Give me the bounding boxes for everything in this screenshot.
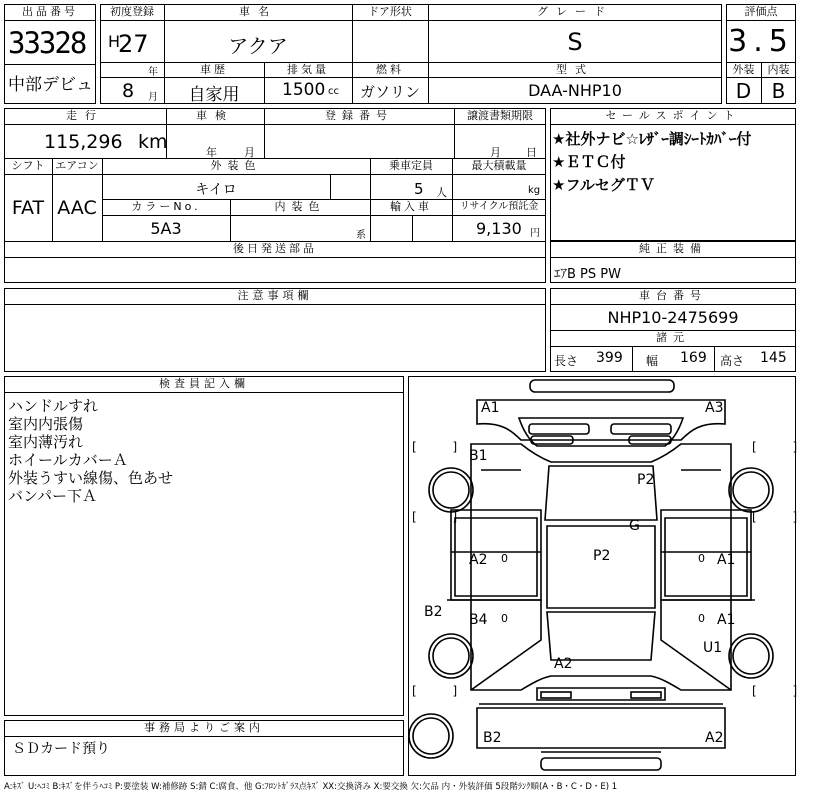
region-label: 中部デビュ bbox=[8, 75, 93, 95]
inspection-month-unit: 月 bbox=[244, 146, 255, 159]
office-message: ＳＤカード預り bbox=[12, 741, 110, 757]
exterior-value: キイロ bbox=[195, 182, 237, 198]
zero-left-upper: 0 bbox=[501, 552, 508, 565]
bracket-right-mid: [ ] bbox=[752, 510, 813, 524]
fuel-label: 燃料 bbox=[376, 63, 404, 76]
reg-month: 8 bbox=[122, 80, 135, 102]
mark-u1: U1 bbox=[703, 640, 723, 656]
mark-g: G bbox=[629, 518, 640, 534]
length-label: 長さ bbox=[554, 354, 579, 368]
mark-a3-front-right: A3 bbox=[705, 400, 724, 416]
shift-label: シフト bbox=[11, 159, 45, 172]
mark-b4: B4 bbox=[469, 612, 488, 628]
interior-label: 内装色 bbox=[274, 200, 326, 213]
bracket-right-top: [ ] bbox=[752, 440, 813, 454]
exterior-label: 外装色 bbox=[210, 159, 262, 172]
sales-title: セールスポイント bbox=[605, 109, 741, 122]
equipment-value: ｴｱB PS PW bbox=[554, 267, 621, 282]
lot-label: 出品番号 bbox=[22, 5, 78, 18]
lot-number: 33328 bbox=[8, 26, 86, 60]
capacity-unit: 人 bbox=[436, 186, 447, 199]
ac-label: エアコン bbox=[55, 159, 99, 172]
office-title: 事務局よりご案内 bbox=[144, 721, 264, 734]
import-label: 輸入車 bbox=[390, 200, 432, 213]
sales-point-3: ★フルセグＴＶ bbox=[552, 176, 655, 194]
inspector-line-6: バンパー下Ａ bbox=[8, 487, 97, 505]
width-label: 幅 bbox=[646, 354, 659, 368]
legend-text: A:ｷｽﾞ U:ﾍｺﾐ B:ｷｽﾞを伴うﾍｺﾐ P:要塗装 W:補修跡 S:錆 C:腐食、他 G:ﾌﾛﾝﾄｶﾞﾗｽ点ｷｽﾞ XX:交換済み X:要交換 欠:欠品 内・外装評価 5段階ﾗﾝｸ順(A・B・C・D・E) 1 bbox=[4, 782, 618, 792]
recycle-unit: 円 bbox=[530, 228, 540, 239]
name-label: 車名 bbox=[239, 5, 277, 18]
inspection-label: 車検 bbox=[196, 109, 234, 122]
mark-a2-left: A2 bbox=[469, 552, 488, 568]
dims-title: 諸元 bbox=[656, 331, 690, 344]
mark-b1: B1 bbox=[469, 448, 488, 464]
displacement-value: 1500 bbox=[282, 80, 326, 100]
int-grade-label: 内装 bbox=[767, 63, 790, 76]
mark-b2-rear-left: B2 bbox=[483, 730, 502, 746]
damage-diagram bbox=[408, 376, 796, 776]
mark-p2-roof: P2 bbox=[637, 472, 655, 488]
mark-a1-right: A1 bbox=[717, 552, 736, 568]
inspector-line-1: ハンドルすれ bbox=[8, 397, 99, 415]
fuel-value: ガソリン bbox=[359, 83, 420, 101]
grade-value: S bbox=[567, 28, 583, 56]
notes-title: 注意事項欄 bbox=[237, 289, 313, 302]
ext-grade-label: 外装 bbox=[732, 63, 755, 76]
height-label: 高さ bbox=[720, 354, 745, 368]
mileage-label: 走行 bbox=[66, 109, 104, 122]
displacement-label: 排気量 bbox=[287, 63, 329, 76]
year-unit: 年 bbox=[148, 67, 158, 78]
bracket-left-top: [ ] bbox=[412, 440, 474, 454]
model-value: DAA-NHP10 bbox=[528, 81, 622, 100]
ac-value: AAC bbox=[57, 197, 97, 219]
color-no-value: 5A3 bbox=[150, 219, 182, 238]
interior-unit: 系 bbox=[356, 230, 366, 241]
capacity-label: 乗車定員 bbox=[389, 159, 433, 172]
score-value: 3.5 bbox=[728, 24, 794, 59]
bracket-left-mid: [ ] bbox=[412, 510, 474, 524]
recycle-value: 9,130 bbox=[476, 219, 522, 238]
displacement-unit: cc bbox=[328, 86, 339, 97]
door-label: ドア形状 bbox=[368, 5, 412, 18]
load-label: 最大積載量 bbox=[471, 159, 527, 172]
mark-a1-front-left: A1 bbox=[481, 400, 500, 416]
inspector-line-3: 室内薄汚れ bbox=[8, 433, 84, 451]
zero-right-lower: 0 bbox=[698, 612, 705, 625]
zero-left-lower: 0 bbox=[501, 612, 508, 625]
sales-point-1: ★社外ナビ☆ﾚｻﾞｰ調ｼｰﾄｶﾊﾞｰ付 bbox=[552, 130, 752, 148]
era: H bbox=[108, 32, 121, 51]
mark-a1-right-lower: A1 bbox=[717, 612, 736, 628]
plate-label: 登録番号 bbox=[325, 109, 393, 122]
grade-label: グレード bbox=[537, 5, 613, 18]
chassis-title: 車台番号 bbox=[639, 289, 707, 302]
equipment-title: 純正装備 bbox=[639, 242, 707, 255]
car-name: アクア bbox=[228, 34, 288, 58]
transfer-label: 譲渡書類期限 bbox=[467, 109, 533, 122]
chassis-number: NHP10-2475699 bbox=[607, 308, 739, 327]
width-value: 169 bbox=[680, 350, 707, 366]
capacity-value: 5 bbox=[414, 180, 424, 198]
load-unit: kg bbox=[528, 185, 541, 196]
mark-a2-rear-right: A2 bbox=[705, 730, 724, 746]
recycle-label: リサイクル預託金 bbox=[459, 201, 539, 212]
zero-right-upper: 0 bbox=[698, 552, 705, 565]
length-value: 399 bbox=[596, 350, 623, 366]
inspector-line-4: ホイールカバーＡ bbox=[8, 451, 128, 469]
reg-year: 27 bbox=[118, 30, 149, 58]
color-no-label: カラーNo. bbox=[131, 200, 201, 213]
transfer-day-unit: 日 bbox=[526, 146, 537, 159]
history-value: 自家用 bbox=[188, 85, 240, 105]
transfer-month-unit: 月 bbox=[490, 146, 501, 159]
mileage-value: 115,296 bbox=[44, 131, 123, 153]
mark-a2-rear: A2 bbox=[554, 656, 573, 672]
inspector-line-5: 外装うすい線傷、色あせ bbox=[8, 469, 174, 487]
inspection-year-unit: 年 bbox=[206, 146, 217, 159]
sales-point-2: ★ＥＴＣ付 bbox=[552, 153, 626, 171]
shift-value: FAT bbox=[11, 197, 45, 219]
int-grade: B bbox=[771, 79, 786, 103]
car-outline-diagram bbox=[409, 377, 795, 775]
inspector-line-2: 室内内張傷 bbox=[8, 415, 84, 433]
mark-b2-left: B2 bbox=[424, 604, 443, 620]
model-label: 型式 bbox=[556, 63, 594, 76]
height-value: 145 bbox=[760, 350, 787, 366]
mileage-unit: km bbox=[138, 131, 168, 153]
ext-grade: D bbox=[735, 79, 752, 103]
reg-label: 初度登録 bbox=[110, 5, 154, 18]
score-label: 評価点 bbox=[744, 5, 778, 18]
bracket-right-low: [ ] bbox=[752, 684, 813, 698]
later-parts-label: 後日発送部品 bbox=[233, 242, 317, 255]
bracket-left-low: [ ] bbox=[412, 684, 474, 698]
mark-p2-center: P2 bbox=[593, 548, 611, 564]
month-unit: 月 bbox=[148, 92, 158, 103]
history-label: 車歴 bbox=[200, 63, 228, 76]
inspector-title: 検査員記入欄 bbox=[159, 377, 249, 390]
